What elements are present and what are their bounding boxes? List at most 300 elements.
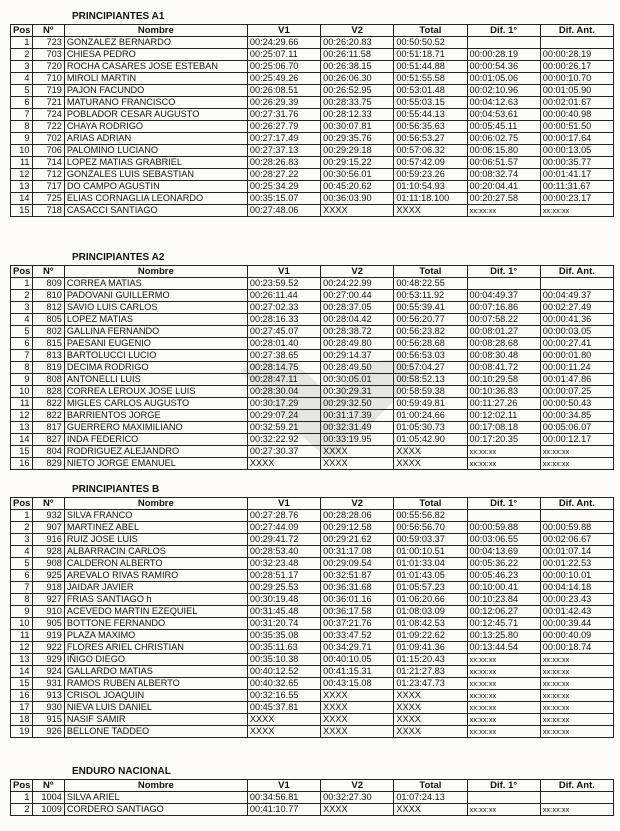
- cell-number: 908: [32, 558, 64, 570]
- cell-v1: 00:31:45.48: [247, 606, 320, 618]
- cell-total: 01:08:03.09: [394, 606, 467, 618]
- cell-v2: 00:40:10.05: [321, 654, 394, 666]
- cell-dif-first: 00:03:06.55: [467, 534, 540, 546]
- cell-v2: 00:43:15.08: [321, 678, 394, 690]
- table-row: [11, 37, 614, 49]
- cell-number: 919: [32, 630, 64, 642]
- table-row: [11, 109, 614, 121]
- cell-v1: 00:32:23.48: [247, 558, 320, 570]
- table-row: [11, 73, 614, 85]
- cell-pos: 15: [11, 678, 33, 690]
- cell-v1: 00:27:17.49: [247, 133, 320, 145]
- cell-pos: 6: [11, 570, 33, 582]
- cell-v1: 00:28:30.04: [247, 386, 320, 398]
- header-dif-first: Dif. 1°: [467, 498, 540, 510]
- cell-pos: 15: [11, 446, 33, 458]
- cell-number: 928: [32, 546, 64, 558]
- cell-v2: 00:29:21.62: [321, 534, 394, 546]
- cell-v2: 00:36:31.68: [321, 582, 394, 594]
- cell-dif-prev: 00:00:13.05: [540, 145, 613, 157]
- cell-dif-first: 00:00:59.88: [467, 522, 540, 534]
- cell-dif-first: 00:10:00.41: [467, 582, 540, 594]
- results-table: [10, 265, 614, 470]
- cell-total: 00:59:49.81: [394, 398, 467, 410]
- cell-v1: 00:28:26.83: [247, 157, 320, 169]
- cell-v1: 00:25:06.70: [247, 61, 320, 73]
- cell-dif-prev: 00:00:23.17: [540, 193, 613, 205]
- cell-v1: 00:27:28.76: [247, 510, 320, 522]
- header-pos: Pos: [11, 780, 33, 792]
- cell-total: 00:56:23.82: [394, 326, 467, 338]
- table-row: [11, 642, 614, 654]
- header-v1: V1: [247, 498, 320, 510]
- cell-pos: 3: [11, 61, 33, 73]
- cell-v2: 00:33:47.52: [321, 630, 394, 642]
- cell-number: 924: [32, 666, 64, 678]
- table-row: [11, 157, 614, 169]
- cell-pos: 15: [11, 205, 33, 217]
- cell-pos: 14: [11, 193, 33, 205]
- cell-name: DO CAMPO AGUSTIN: [64, 181, 247, 193]
- table-row: [11, 458, 614, 470]
- cell-total: 00:59:23.26: [394, 169, 467, 181]
- section-enduro-nacional: [10, 765, 614, 816]
- cell-total: 00:55:03.15: [394, 97, 467, 109]
- cell-number: 718: [32, 205, 64, 217]
- cell-number: 822: [32, 410, 64, 422]
- cell-name: SILVA ARIEL: [64, 792, 247, 804]
- table-row: [11, 362, 614, 374]
- cell-name: SILVA FRANCO: [64, 510, 247, 522]
- table-row: [11, 666, 614, 678]
- cell-pos: 13: [11, 181, 33, 193]
- cell-pos: 9: [11, 606, 33, 618]
- cell-v2: 00:34:29.71: [321, 642, 394, 654]
- cell-dif-prev: 00:00:28.19: [540, 49, 613, 61]
- cell-dif-first: 00:20:27.58: [467, 193, 540, 205]
- cell-total: 00:57:04.27: [394, 362, 467, 374]
- cell-v2: XXXX: [321, 458, 394, 470]
- cell-name: GUERRERO MAXIMILIANO: [64, 422, 247, 434]
- cell-name: CASACCI SANTIAGO: [64, 205, 247, 217]
- cell-number: 702: [32, 133, 64, 145]
- cell-pos: 2: [11, 804, 33, 816]
- cell-pos: 7: [11, 350, 33, 362]
- cell-v1: 00:34:56.81: [247, 792, 320, 804]
- cell-number: 1004: [32, 792, 64, 804]
- cell-dif-prev: 00:02:06.67: [540, 534, 613, 546]
- cell-v1: 00:28:27.22: [247, 169, 320, 181]
- table-row: [11, 302, 614, 314]
- header-name: Nombre: [64, 266, 247, 278]
- cell-name: CORDERO SANTIAGO: [64, 804, 247, 816]
- header-v2: V2: [321, 25, 394, 37]
- cell-dif-prev: 00:00:27.41: [540, 338, 613, 350]
- cell-v2: 00:36:01.16: [321, 594, 394, 606]
- cell-pos: 1: [11, 278, 33, 290]
- cell-name: GALLINA FERNANDO: [64, 326, 247, 338]
- cell-v2: 00:29:15.22: [321, 157, 394, 169]
- cell-v1: 00:23:59.52: [247, 278, 320, 290]
- table-row: [11, 582, 614, 594]
- cell-v2: XXXX: [321, 804, 394, 816]
- cell-total: 01:09:41.36: [394, 642, 467, 654]
- cell-v2: 00:28:49.50: [321, 362, 394, 374]
- cell-name: CHIESA PEDRO: [64, 49, 247, 61]
- cell-pos: 2: [11, 49, 33, 61]
- cell-dif-prev: 00:00:59.88: [540, 522, 613, 534]
- cell-pos: 1: [11, 37, 33, 49]
- cell-dif-first: 00:04:53.61: [467, 109, 540, 121]
- cell-v1: 00:26:08.51: [247, 85, 320, 97]
- header-dif-prev: Dif. Ant.: [540, 498, 613, 510]
- cell-total: 01:15:20.43: [394, 654, 467, 666]
- cell-dif-first: 00:17:08.18: [467, 422, 540, 434]
- cell-number: 915: [32, 714, 64, 726]
- cell-dif-prev: [540, 278, 613, 290]
- cell-number: 714: [32, 157, 64, 169]
- cell-name: BOTTONE FERNANDO: [64, 618, 247, 630]
- cell-dif-prev: 00:00:35.77: [540, 157, 613, 169]
- cell-name: BARTOLUCCI LUCIO: [64, 350, 247, 362]
- header-v1: V1: [247, 780, 320, 792]
- cell-total: XXXX: [394, 446, 467, 458]
- header-name: Nombre: [64, 780, 247, 792]
- cell-name: CORREA LEROUX JOSE LUIS: [64, 386, 247, 398]
- cell-total: 00:50:50.52: [394, 37, 467, 49]
- cell-dif-first: 00:05:45.11: [467, 121, 540, 133]
- cell-total: 00:56:56.70: [394, 522, 467, 534]
- cell-dif-prev: 00:01:05.90: [540, 85, 613, 97]
- cell-name: POBLADOR CESAR AUGUSTO: [64, 109, 247, 121]
- header-pos: Pos: [11, 25, 33, 37]
- cell-number: 1009: [32, 804, 64, 816]
- cell-total: 01:01:33.04: [394, 558, 467, 570]
- cell-v1: XXXX: [247, 714, 320, 726]
- results-table: [10, 779, 614, 816]
- cell-dif-prev: 00:01:42.43: [540, 606, 613, 618]
- cell-number: 910: [32, 606, 64, 618]
- header-dif-prev: Dif. Ant.: [540, 266, 613, 278]
- cell-dif-prev: xx:xx:xx: [540, 446, 613, 458]
- table-row: [11, 97, 614, 109]
- cell-v2: 00:29:12.58: [321, 522, 394, 534]
- cell-dif-prev: [540, 510, 613, 522]
- cell-dif-first: xx:xx:xx: [467, 654, 540, 666]
- cell-name: ANTONELLI LUIS: [64, 374, 247, 386]
- cell-total: 01:11:18.100: [394, 193, 467, 205]
- cell-total: 01:06:20.66: [394, 594, 467, 606]
- cell-v1: 00:35:35.08: [247, 630, 320, 642]
- cell-dif-prev: xx:xx:xx: [540, 205, 613, 217]
- cell-v1: 00:32:59.21: [247, 422, 320, 434]
- cell-v2: XXXX: [321, 714, 394, 726]
- cell-v2: 00:37:21.76: [321, 618, 394, 630]
- cell-dif-first: 00:06:51.57: [467, 157, 540, 169]
- cell-name: CHAYA RODRIGO: [64, 121, 247, 133]
- cell-v1: 00:26:11.44: [247, 290, 320, 302]
- cell-v2: 00:28:28.06: [321, 510, 394, 522]
- header-dif-first: Dif. 1°: [467, 266, 540, 278]
- cell-v1: 00:25:34.29: [247, 181, 320, 193]
- cell-dif-first: 00:08:32.74: [467, 169, 540, 181]
- cell-v2: 00:28:04.42: [321, 314, 394, 326]
- cell-number: 905: [32, 618, 64, 630]
- cell-number: 724: [32, 109, 64, 121]
- cell-v1: 00:40:32.65: [247, 678, 320, 690]
- cell-dif-first: 00:12:06.27: [467, 606, 540, 618]
- cell-v1: 00:35:10.38: [247, 654, 320, 666]
- header-v1: V1: [247, 266, 320, 278]
- cell-number: 907: [32, 522, 64, 534]
- cell-v1: 00:27:31.76: [247, 109, 320, 121]
- cell-pos: 10: [11, 145, 33, 157]
- header-number: Nº: [32, 266, 64, 278]
- table-row: [11, 145, 614, 157]
- table-row: [11, 350, 614, 362]
- cell-total: XXXX: [394, 690, 467, 702]
- cell-name: BELLONE TADDEO: [64, 726, 247, 738]
- cell-v1: 00:27:38.65: [247, 350, 320, 362]
- table-row: [11, 594, 614, 606]
- cell-total: 00:56:35.63: [394, 121, 467, 133]
- cell-pos: 1: [11, 792, 33, 804]
- cell-total: 00:58:59.38: [394, 386, 467, 398]
- cell-v2: 00:32:31.49: [321, 422, 394, 434]
- cell-v2: 00:32:27.30: [321, 792, 394, 804]
- cell-dif-prev: 00:00:39.44: [540, 618, 613, 630]
- cell-name: CRISOL JOAQUIN: [64, 690, 247, 702]
- table-row: [11, 338, 614, 350]
- cell-total: 01:01:43.05: [394, 570, 467, 582]
- cell-total: 01:07:24.13: [394, 792, 467, 804]
- cell-v1: 00:27:30.37: [247, 446, 320, 458]
- cell-dif-prev: 00:01:22.53: [540, 558, 613, 570]
- cell-dif-prev: 00:02:27.49: [540, 302, 613, 314]
- cell-total: 00:59:03.37: [394, 534, 467, 546]
- cell-name: CALDERON ALBERTO: [64, 558, 247, 570]
- cell-number: 927: [32, 594, 64, 606]
- cell-v1: 00:25:49.26: [247, 73, 320, 85]
- table-row: [11, 278, 614, 290]
- cell-total: 00:48:22.55: [394, 278, 467, 290]
- cell-pos: 7: [11, 582, 33, 594]
- table-row: [11, 434, 614, 446]
- cell-dif-first: xx:xx:xx: [467, 458, 540, 470]
- cell-name: GONZALES LUIS SEBASTIAN: [64, 169, 247, 181]
- cell-v2: XXXX: [321, 726, 394, 738]
- cell-dif-first: 00:00:28.19: [467, 49, 540, 61]
- cell-dif-first: xx:xx:xx: [467, 446, 540, 458]
- cell-name: GALLARDO MATIAS: [64, 666, 247, 678]
- cell-pos: 3: [11, 534, 33, 546]
- cell-total: 00:56:20.77: [394, 314, 467, 326]
- cell-name: AREVALO RIVAS RAMIRO: [64, 570, 247, 582]
- table-row: [11, 792, 614, 804]
- cell-dif-prev: 00:00:01.80: [540, 350, 613, 362]
- cell-v1: 00:28:51.17: [247, 570, 320, 582]
- header-row: [11, 498, 614, 510]
- cell-v2: XXXX: [321, 702, 394, 714]
- cell-name: ACEVEDO MARTIN EZEQUIEL: [64, 606, 247, 618]
- cell-v2: 00:36:17.58: [321, 606, 394, 618]
- cell-dif-first: [467, 510, 540, 522]
- cell-name: MARTINEZ ABEL: [64, 522, 247, 534]
- cell-pos: 2: [11, 522, 33, 534]
- cell-name: FRIAS SANTIAGO h: [64, 594, 247, 606]
- header-v2: V2: [321, 498, 394, 510]
- cell-v1: 00:27:44.09: [247, 522, 320, 534]
- cell-pos: 10: [11, 618, 33, 630]
- table-row: [11, 654, 614, 666]
- cell-dif-first: xx:xx:xx: [467, 726, 540, 738]
- header-name: Nombre: [64, 498, 247, 510]
- cell-v2: 00:29:29.18: [321, 145, 394, 157]
- table-row: [11, 618, 614, 630]
- cell-total: 00:51:55.58: [394, 73, 467, 85]
- cell-dif-prev: xx:xx:xx: [540, 690, 613, 702]
- cell-total: XXXX: [394, 726, 467, 738]
- cell-total: 00:55:44.13: [394, 109, 467, 121]
- cell-number: 809: [32, 278, 64, 290]
- table-row: [11, 314, 614, 326]
- cell-pos: 6: [11, 97, 33, 109]
- table-row: [11, 133, 614, 145]
- cell-pos: 5: [11, 85, 33, 97]
- cell-v2: 00:30:56.01: [321, 169, 394, 181]
- cell-dif-prev: [540, 37, 613, 49]
- cell-dif-first: xx:xx:xx: [467, 804, 540, 816]
- cell-dif-first: xx:xx:xx: [467, 678, 540, 690]
- cell-dif-first: [467, 278, 540, 290]
- cell-name: IÑIGO DIEGO: [64, 654, 247, 666]
- table-row: [11, 386, 614, 398]
- header-total: Total: [394, 25, 467, 37]
- cell-dif-first: 00:05:36.22: [467, 558, 540, 570]
- header-total: Total: [394, 780, 467, 792]
- cell-dif-prev: 00:00:50.43: [540, 398, 613, 410]
- cell-v2: 00:41:15.31: [321, 666, 394, 678]
- cell-dif-first: 00:12:02.11: [467, 410, 540, 422]
- cell-v2: 00:36:03.90: [321, 193, 394, 205]
- cell-v2: 00:29:35.76: [321, 133, 394, 145]
- cell-v1: 00:27:48.06: [247, 205, 320, 217]
- table-row: [11, 422, 614, 434]
- cell-total: XXXX: [394, 205, 467, 217]
- header-dif-prev: Dif. Ant.: [540, 25, 613, 37]
- cell-dif-first: xx:xx:xx: [467, 702, 540, 714]
- cell-v2: 00:29:14.37: [321, 350, 394, 362]
- header-pos: Pos: [11, 498, 33, 510]
- cell-v2: 00:31:17.39: [321, 410, 394, 422]
- cell-dif-prev: 00:04:14.18: [540, 582, 613, 594]
- cell-dif-prev: 00:01:41.17: [540, 169, 613, 181]
- cell-v1: 00:30:19.48: [247, 594, 320, 606]
- cell-name: NIEVA LUIS DANIEL: [64, 702, 247, 714]
- header-row: [11, 25, 614, 37]
- cell-number: 819: [32, 362, 64, 374]
- cell-name: ALBARRACIN CARLOS: [64, 546, 247, 558]
- cell-v2: 00:26:11.58: [321, 49, 394, 61]
- header-number: Nº: [32, 25, 64, 37]
- cell-pos: 14: [11, 666, 33, 678]
- cell-dif-prev: xx:xx:xx: [540, 678, 613, 690]
- cell-v1: 00:28:16.33: [247, 314, 320, 326]
- cell-v2: 00:30:29.31: [321, 386, 394, 398]
- cell-dif-prev: [540, 792, 613, 804]
- cell-v1: 00:27:02.33: [247, 302, 320, 314]
- cell-v1: 00:29:25.53: [247, 582, 320, 594]
- cell-name: RUIZ JOSE LUIS: [64, 534, 247, 546]
- cell-v2: 00:45:20.62: [321, 181, 394, 193]
- cell-dif-prev: 00:00:40.98: [540, 109, 613, 121]
- cell-total: 00:56:28.68: [394, 338, 467, 350]
- cell-dif-first: 00:01:05.06: [467, 73, 540, 85]
- cell-total: 00:51:18.71: [394, 49, 467, 61]
- cell-dif-prev: 00:00:10.01: [540, 570, 613, 582]
- cell-name: MIROLI MARTIN: [64, 73, 247, 85]
- cell-number: 813: [32, 350, 64, 362]
- cell-v1: 00:45:37.81: [247, 702, 320, 714]
- section-principiantes-a2: [10, 251, 614, 470]
- cell-dif-prev: 00:05:06.07: [540, 422, 613, 434]
- cell-dif-prev: xx:xx:xx: [540, 666, 613, 678]
- cell-dif-prev: xx:xx:xx: [540, 458, 613, 470]
- header-pos: Pos: [11, 266, 33, 278]
- cell-pos: 4: [11, 73, 33, 85]
- cell-total: 00:56:53.03: [394, 350, 467, 362]
- header-number: Nº: [32, 498, 64, 510]
- cell-pos: 11: [11, 157, 33, 169]
- cell-dif-prev: 00:02:01.67: [540, 97, 613, 109]
- cell-name: RODRIGUEZ ALEJANDRO: [64, 446, 247, 458]
- cell-number: 810: [32, 290, 64, 302]
- cell-v1: 00:28:14.75: [247, 362, 320, 374]
- cell-number: 913: [32, 690, 64, 702]
- cell-pos: 12: [11, 642, 33, 654]
- cell-dif-first: 00:08:41.72: [467, 362, 540, 374]
- cell-dif-first: [467, 792, 540, 804]
- table-row: [11, 446, 614, 458]
- cell-name: GONZALEZ BERNARDO: [64, 37, 247, 49]
- cell-pos: 2: [11, 290, 33, 302]
- cell-pos: 10: [11, 386, 33, 398]
- header-row: [11, 266, 614, 278]
- cell-dif-prev: 00:00:10.70: [540, 73, 613, 85]
- cell-v2: XXXX: [321, 205, 394, 217]
- section-principiantes-a1: [10, 10, 614, 217]
- cell-number: 929: [32, 654, 64, 666]
- cell-name: BARRIENTOS JORGE: [64, 410, 247, 422]
- cell-dif-first: 00:08:01.27: [467, 326, 540, 338]
- table-row: [11, 121, 614, 133]
- cell-dif-prev: xx:xx:xx: [540, 702, 613, 714]
- table-row: [11, 49, 614, 61]
- cell-total: 00:57:06.32: [394, 145, 467, 157]
- cell-dif-prev: xx:xx:xx: [540, 714, 613, 726]
- section-title: PRINCIPIANTES A2: [72, 252, 165, 263]
- cell-pos: 13: [11, 422, 33, 434]
- cell-total: 01:09:22.62: [394, 630, 467, 642]
- cell-pos: 4: [11, 314, 33, 326]
- cell-dif-first: 00:11:27.26: [467, 398, 540, 410]
- cell-number: 710: [32, 73, 64, 85]
- cell-number: 721: [32, 97, 64, 109]
- cell-pos: 7: [11, 109, 33, 121]
- cell-v1: 00:24:29.66: [247, 37, 320, 49]
- cell-number: 828: [32, 386, 64, 398]
- table-row: [11, 290, 614, 302]
